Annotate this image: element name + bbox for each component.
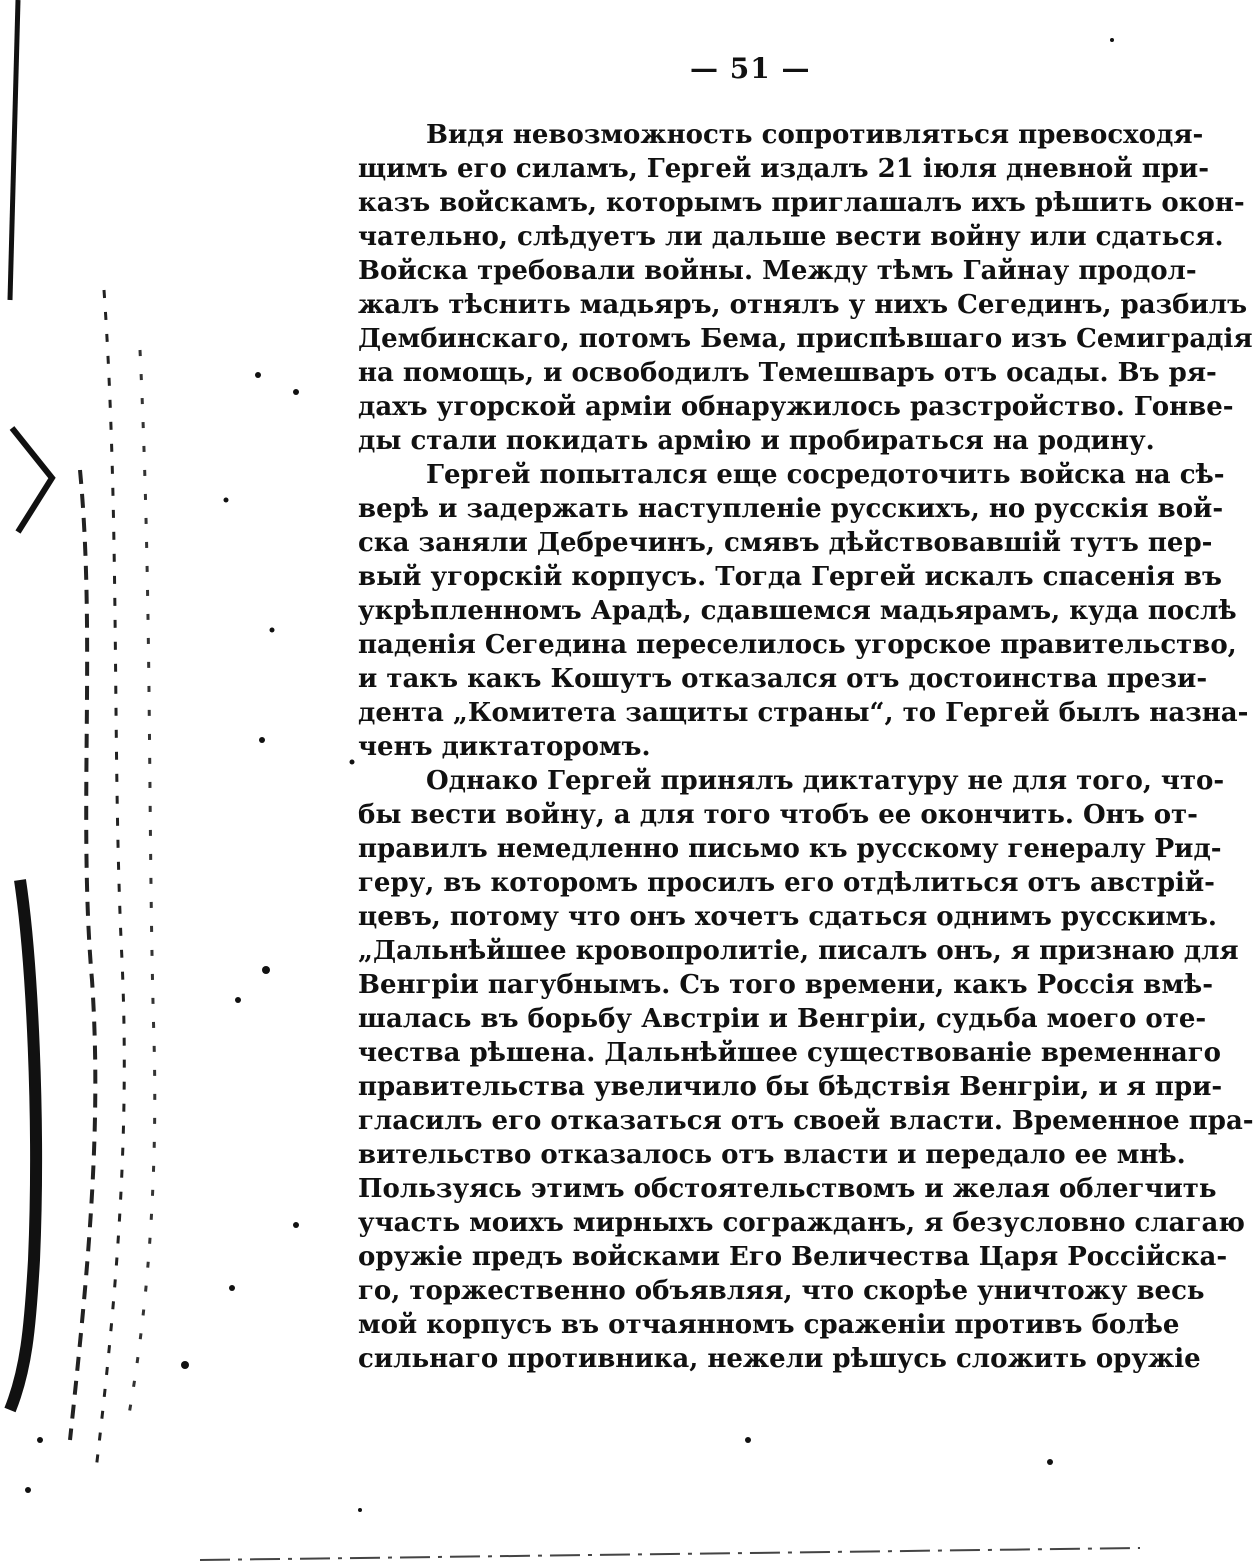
text-line: щимъ его силамъ, Гергей издалъ 21 іюля дневной при- [358,154,1209,184]
text-line: чательно, слѣдуетъ ли дальше вести войну или сдаться. [358,222,1224,252]
margin-dash-column-3 [128,350,155,1420]
text-line: на помощь, и освободилъ Темешваръ отъ осады. Въ ря- [358,358,1217,388]
text-line: Войска требовали войны. Между тѣмъ Гайнау продол- [358,256,1197,286]
text-line: дахъ угорской арміи обнаружилось разстройство. Гонве- [358,392,1234,422]
margin-dash-column-2 [96,290,124,1470]
margin-dash-column-1 [70,470,95,1440]
text-line: мой корпусъ въ отчаянномъ сраженіи противъ болѣе [358,1310,1180,1340]
text-line: правительства увеличило бы бѣдствія Венгріи, и я при- [358,1072,1223,1102]
text-line: участь моихъ мирныхъ согражданъ, я безусловно слагаю [358,1208,1245,1238]
text-line: укрѣпленномъ Арадѣ, сдавшемся мадьярамъ, куда послѣ [358,596,1237,626]
page-number: — 51 — [690,52,811,85]
text-line: верѣ и задержать наступленіе русскихъ, но русскія вой- [358,494,1224,524]
text-line: ды стали покидать армію и пробираться на родину. [358,426,1155,456]
text-line: „Дальнѣйшее кровопролитіе, писалъ онъ, я признаю для [358,936,1239,966]
text-line: ченъ диктаторомъ. [358,732,651,762]
text-line: жалъ тѣснить мадьяръ, отнялъ у нихъ Сегединъ, разбилъ [358,290,1248,320]
text-line: гласилъ его отказаться отъ своей власти. Временное пра- [358,1106,1254,1136]
text-line: вый угорскій корпусъ. Тогда Гергей искалъ спасенія въ [358,562,1222,592]
text-line: го, торжественно объявляя, что скорѣе уничтожу весь [358,1276,1205,1306]
text-line: Видя невозможность сопротивляться превосходя- [426,120,1204,150]
text-line: цевъ, потому что онъ хочетъ сдаться однимъ русскимъ. [358,902,1217,932]
chevron-mark [12,428,52,532]
text-line: паденія Сегедина переселилось угорское правительство, [358,630,1237,660]
text-line: оружіе предъ войсками Его Величества Царя Россійска- [358,1242,1228,1272]
text-line: правилъ немедленно письмо къ русскому генералу Рид- [358,834,1222,864]
text-line: Пользуясь этимъ обстоятельствомъ и желая облегчить [358,1174,1217,1204]
text-line: вительство отказалось отъ власти и передало ее мнѣ. [358,1140,1186,1170]
text-line: Однако Гергей принялъ диктатуру не для того, что- [426,766,1225,796]
text-line: сильнаго противника, нежели рѣшусь сложить оружіе [358,1344,1201,1374]
text-line: и такъ какъ Кошутъ отказался отъ достоинства прези- [358,664,1208,694]
text-line: чества рѣшена. Дальнѣйшее существованіе временнаго [358,1038,1222,1068]
body-text [358,118,1254,1376]
text-line: ска заняли Дебречинъ, смявъ дѣйствовавшій тутъ пер- [358,528,1213,558]
binding-edge-line [10,0,18,300]
text-line: шалась въ борьбу Австріи и Венгріи, судьба моего оте- [358,1004,1207,1034]
text-line: геру, въ которомъ просилъ его отдѣлиться отъ австрій- [358,868,1215,898]
text-line: казъ войскамъ, которымъ приглашалъ ихъ рѣшить окон- [358,188,1245,218]
text-line: Венгріи пагубнымъ. Съ того времени, какъ Россія вмѣ- [358,970,1214,1000]
bottom-scan-line [200,1548,1140,1560]
text-line: Дембинскаго, потомъ Бема, приспѣвшаго изъ Семиградія [358,324,1253,354]
text-line: бы вести войну, а для того чтобъ ее окончить. Онъ от- [358,800,1198,830]
text-line: Гергей попытался еще сосредоточить войска на сѣ- [426,460,1225,490]
binding-shadow-curve [10,880,36,1410]
text-line: дента „Комитета защиты страны“, то Гергей былъ назна- [358,698,1249,728]
